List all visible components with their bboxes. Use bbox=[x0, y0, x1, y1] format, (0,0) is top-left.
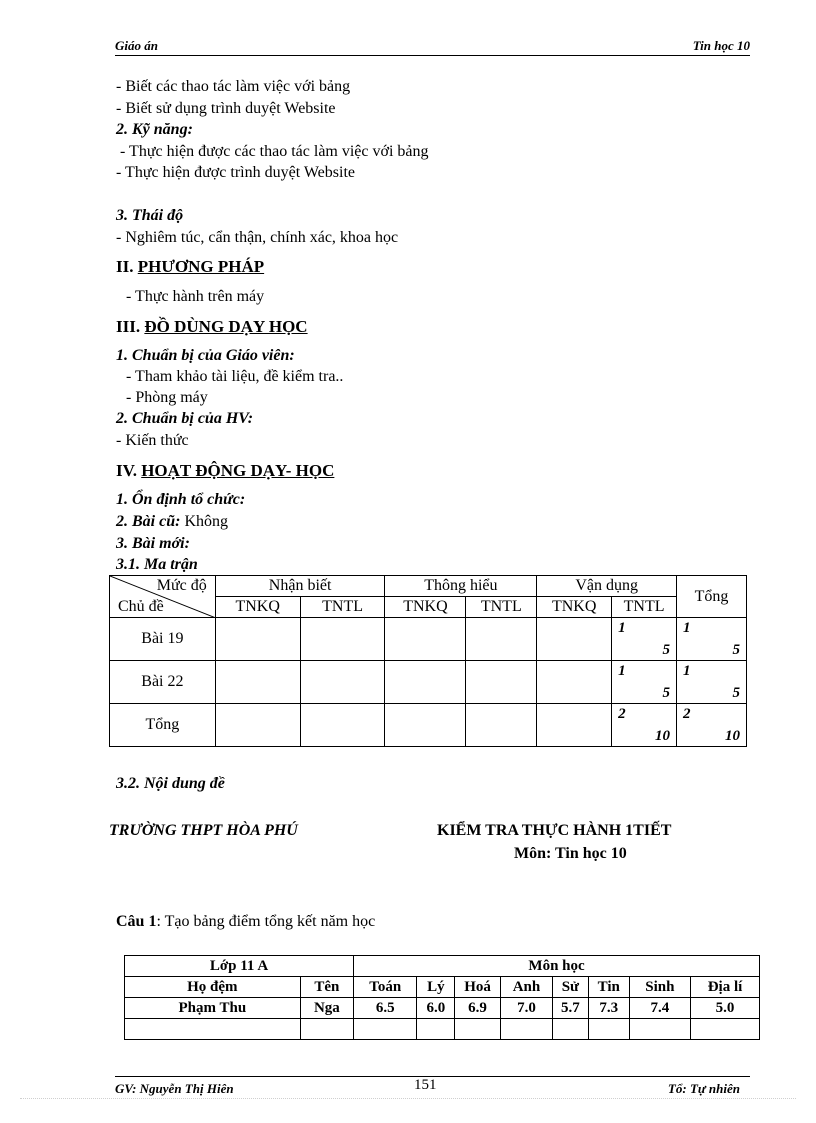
content-heading: 3.2. Nội dung đề bbox=[116, 775, 225, 792]
score: 5 bbox=[662, 685, 671, 701]
grades-header: Tin bbox=[588, 977, 629, 998]
matrix-row bbox=[110, 618, 747, 661]
section-3-heading bbox=[116, 317, 308, 337]
text-line: - Biết các thao tác làm việc với bảng bbox=[116, 78, 351, 95]
matrix-total-cell bbox=[677, 618, 747, 661]
matrix-corner-cell bbox=[110, 576, 216, 618]
matrix-subheader: TNKQ bbox=[215, 597, 300, 618]
section-number: IV. bbox=[116, 461, 137, 480]
old-lesson-line bbox=[116, 513, 228, 531]
grades-header: Sử bbox=[553, 977, 589, 998]
grades-header: Hoá bbox=[455, 977, 501, 998]
question-count: 2 bbox=[683, 706, 691, 722]
grades-header-row bbox=[125, 977, 760, 998]
page-edge bbox=[20, 1098, 796, 1099]
grades-cell: 7.0 bbox=[500, 998, 552, 1019]
grades-header: Họ đệm bbox=[125, 977, 301, 998]
score: 10 bbox=[725, 728, 740, 744]
matrix-topic: Bài 19 bbox=[110, 618, 216, 661]
grades-header: Địa lí bbox=[690, 977, 759, 998]
matrix-subheader: TNKQ bbox=[385, 597, 466, 618]
grades-cell: 6.9 bbox=[455, 998, 501, 1019]
text-line: - Thực hành trên máy bbox=[126, 288, 265, 305]
grades-cell: Phạm Thu bbox=[125, 998, 301, 1019]
matrix-subheader: TNTL bbox=[300, 597, 385, 618]
header-left: Giáo án bbox=[115, 38, 158, 53]
grades-header: Toán bbox=[354, 977, 417, 998]
matrix-subheader: TNTL bbox=[612, 597, 677, 618]
section-4-heading bbox=[116, 461, 334, 481]
text-line: - Thực hiện được các thao tác làm việc với bảng bbox=[120, 143, 429, 160]
score: 5 bbox=[662, 642, 671, 658]
grades-header: Lý bbox=[417, 977, 455, 998]
footer-right: Tổ: Tự nhiên bbox=[667, 1081, 740, 1096]
matrix-table bbox=[109, 575, 747, 747]
question-1 bbox=[116, 913, 375, 931]
grades-row bbox=[125, 998, 760, 1019]
section-number: II. bbox=[116, 257, 134, 276]
matrix-heading: 3.1. Ma trận bbox=[116, 556, 198, 573]
corner-top-label: Mức độ bbox=[156, 577, 207, 594]
matrix-subheader: TNKQ bbox=[537, 597, 612, 618]
grades-cell: Nga bbox=[300, 998, 353, 1019]
matrix-topic: Tổng bbox=[110, 704, 216, 747]
new-lesson-heading: 3. Bài mới: bbox=[116, 535, 190, 552]
exam-title: KIỂM TRA THỰC HÀNH 1TIẾT bbox=[437, 822, 672, 839]
question-text: : Tạo bảng điểm tổng kết năm học bbox=[156, 913, 376, 930]
skill-heading: 2. Kỹ năng: bbox=[116, 121, 193, 138]
question-count: 1 bbox=[683, 620, 691, 636]
page-number: 151 bbox=[414, 1077, 437, 1093]
matrix-subheader: TNTL bbox=[466, 597, 537, 618]
question-count: 2 bbox=[618, 706, 626, 722]
grades-cell: 5.0 bbox=[690, 998, 759, 1019]
old-lesson-value: Không bbox=[180, 513, 229, 530]
exam-subject: Môn: Tin học 10 bbox=[514, 845, 627, 862]
grades-empty-row bbox=[125, 1019, 760, 1040]
section-number: III. bbox=[116, 317, 141, 336]
text-line: - Biết sử dụng trình duyệt Website bbox=[116, 100, 336, 117]
text-line: - Tham khảo tài liệu, đề kiểm tra.. bbox=[126, 368, 344, 385]
matrix-topic: Bài 22 bbox=[110, 661, 216, 704]
prep-teacher-heading: 1. Chuẩn bị của Giáo viên: bbox=[116, 347, 295, 364]
question-count: 1 bbox=[618, 663, 626, 679]
matrix-vd-tntl-cell bbox=[612, 661, 677, 704]
matrix-group-header: Thông hiểu bbox=[385, 576, 537, 597]
prep-student-heading: 2. Chuẩn bị của HV: bbox=[116, 410, 254, 427]
grades-cell: 7.4 bbox=[629, 998, 690, 1019]
grades-table bbox=[124, 955, 760, 1040]
header-right: Tin học 10 bbox=[692, 38, 750, 53]
grades-cell: 6.0 bbox=[417, 998, 455, 1019]
matrix-row bbox=[110, 661, 747, 704]
old-lesson-label: 2. Bài cũ: bbox=[116, 513, 181, 530]
text-line: - Kiến thức bbox=[116, 432, 189, 449]
attitude-heading: 3. Thái độ bbox=[116, 207, 184, 224]
text-line: - Phòng máy bbox=[126, 389, 208, 406]
class-label: Lớp 11 A bbox=[125, 956, 354, 977]
score: 5 bbox=[732, 642, 740, 658]
matrix-total-cell bbox=[677, 704, 747, 747]
org-heading: 1. Ổn định tổ chức: bbox=[116, 491, 246, 508]
section-title: HOẠT ĐỘNG DẠY- HỌC bbox=[141, 461, 335, 480]
grades-header: Sinh bbox=[629, 977, 690, 998]
question-count: 1 bbox=[618, 620, 626, 636]
matrix-vd-tntl-cell bbox=[612, 704, 677, 747]
header-rule bbox=[115, 55, 750, 56]
school-name: TRƯỜNG THPT HÒA PHÚ bbox=[109, 822, 298, 839]
section-title: ĐỒ DÙNG DẠY HỌC bbox=[144, 317, 308, 336]
matrix-total-header: Tổng bbox=[677, 576, 747, 618]
corner-bottom-label: Chủ đề bbox=[118, 598, 164, 615]
question-label: Câu 1 bbox=[116, 913, 157, 930]
question-count: 1 bbox=[683, 663, 691, 679]
footer-left: GV: Nguyễn Thị Hiên bbox=[115, 1081, 234, 1096]
score: 5 bbox=[732, 685, 740, 701]
text-line: - Thực hiện được trình duyệt Website bbox=[116, 164, 355, 181]
matrix-total-cell bbox=[677, 661, 747, 704]
text-line: - Nghiêm túc, cẩn thận, chính xác, khoa học bbox=[116, 229, 399, 246]
matrix-group-header: Vận dụng bbox=[537, 576, 677, 597]
grades-cell: 5.7 bbox=[553, 998, 589, 1019]
section-2-heading bbox=[116, 257, 264, 277]
matrix-group-header: Nhận biết bbox=[215, 576, 385, 597]
matrix-row bbox=[110, 704, 747, 747]
subject-group-label: Môn học bbox=[354, 956, 760, 977]
grades-cell: 7.3 bbox=[588, 998, 629, 1019]
matrix-vd-tntl-cell bbox=[612, 618, 677, 661]
section-title: PHƯƠNG PHÁP bbox=[137, 257, 265, 276]
score: 10 bbox=[655, 728, 671, 744]
grades-header: Anh bbox=[500, 977, 552, 998]
grades-cell: 6.5 bbox=[354, 998, 417, 1019]
grades-header: Tên bbox=[300, 977, 353, 998]
